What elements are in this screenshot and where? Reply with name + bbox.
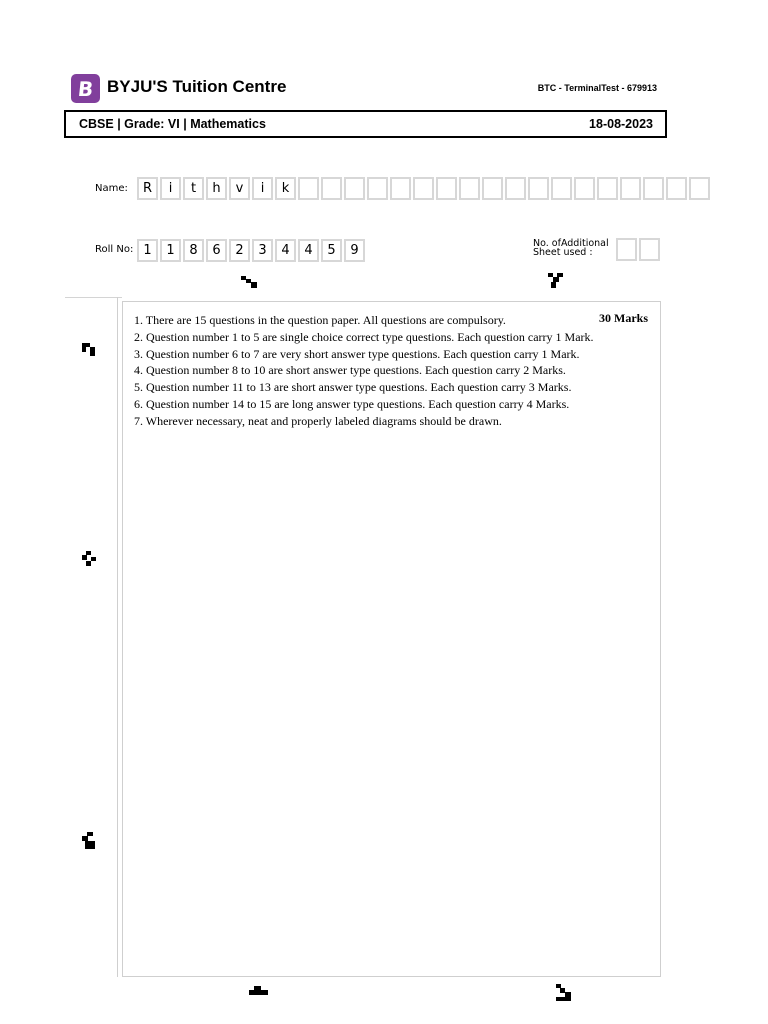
instruction-line: 6. Question number 14 to 15 are long answer type questions. Each question carry 4 Marks. [134,396,570,411]
name-char-box[interactable] [620,177,641,200]
name-char-box[interactable] [574,177,595,200]
name-char-box[interactable] [551,177,572,200]
additional-sheets-label-line1: No. ofAdditional [533,238,609,249]
instruction-line: 2. Question number 1 to 5 are single choice correct type questions. Each question carry 1 Mark. [134,329,594,344]
sheet-outer-frame [117,297,121,977]
name-char-box[interactable] [390,177,411,200]
name-label: Name: [95,183,128,194]
test-id: BTC - TerminalTest - 679913 [537,83,657,93]
instruction-line: 5. Question number 11 to 13 are short answer type questions. Each question carry 3 Marks. [134,380,572,395]
name-char-box[interactable]: k [275,177,296,200]
additional-sheet-box[interactable] [639,238,660,261]
logo-letter: B [76,76,95,101]
exam-date: 18-08-2023 [589,117,653,131]
total-marks: 30 Marks [599,311,648,325]
brand-title: BYJU'S Tuition Centre [107,77,287,96]
name-char-box[interactable]: t [183,177,204,200]
omr-marker-icon [556,984,570,998]
name-char-box[interactable] [436,177,457,200]
roll-digit-box[interactable]: 1 [137,239,158,262]
additional-sheets-boxes[interactable] [616,238,662,261]
additional-sheets-label [533,239,609,257]
name-char-box[interactable] [689,177,710,200]
info-bar [64,110,667,138]
omr-marker-icon [82,832,96,846]
name-char-box[interactable] [597,177,618,200]
course-info: CBSE | Grade: VI | Mathematics [79,117,266,131]
omr-marker-icon [82,551,96,565]
roll-digit-box[interactable]: 6 [206,239,227,262]
additional-sheet-box[interactable] [616,238,637,261]
roll-digit-box[interactable]: 3 [252,239,273,262]
roll-digit-box[interactable]: 9 [344,239,365,262]
omr-marker-icon [241,276,255,290]
roll-digit-box[interactable]: 1 [160,239,181,262]
name-char-box[interactable] [367,177,388,200]
instruction-line: 7. Wherever necessary, neat and properly labeled diagrams should be drawn. [134,413,502,428]
name-char-box[interactable] [505,177,526,200]
instruction-line: 3. Question number 6 to 7 are very short answer type questions. Each question carry 1 Mark. [134,346,580,361]
name-char-box[interactable] [666,177,687,200]
byjus-logo [71,74,100,103]
instruction-line: 1. There are 15 questions in the question paper. All questions are compulsory. [134,313,506,327]
omr-marker-icon [249,986,263,1000]
name-char-box[interactable]: h [206,177,227,200]
additional-sheets-label-line2: Sheet used : [533,247,593,258]
name-char-box[interactable] [459,177,480,200]
roll-digit-box[interactable]: 5 [321,239,342,262]
name-char-box[interactable] [643,177,664,200]
name-char-box[interactable]: v [229,177,250,200]
name-boxes[interactable] [137,177,712,200]
instructions [134,312,654,430]
roll-digit-box[interactable]: 4 [298,239,319,262]
roll-digit-box[interactable]: 8 [183,239,204,262]
roll-digit-box[interactable]: 2 [229,239,250,262]
name-char-box[interactable] [298,177,319,200]
name-char-box[interactable]: R [137,177,158,200]
name-char-box[interactable]: i [252,177,273,200]
omr-marker-icon [82,343,96,357]
name-char-box[interactable] [528,177,549,200]
name-char-box[interactable] [344,177,365,200]
name-char-box[interactable]: i [160,177,181,200]
name-char-box[interactable] [413,177,434,200]
roll-boxes[interactable] [137,239,367,262]
omr-marker-icon [548,273,562,287]
name-char-box[interactable] [482,177,503,200]
frame-rule [65,297,122,298]
roll-digit-box[interactable]: 4 [275,239,296,262]
instruction-line: 4. Question number 8 to 10 are short answer type questions. Each question carry 2 Marks. [134,363,566,378]
roll-label: Roll No: [95,244,134,255]
name-char-box[interactable] [321,177,342,200]
